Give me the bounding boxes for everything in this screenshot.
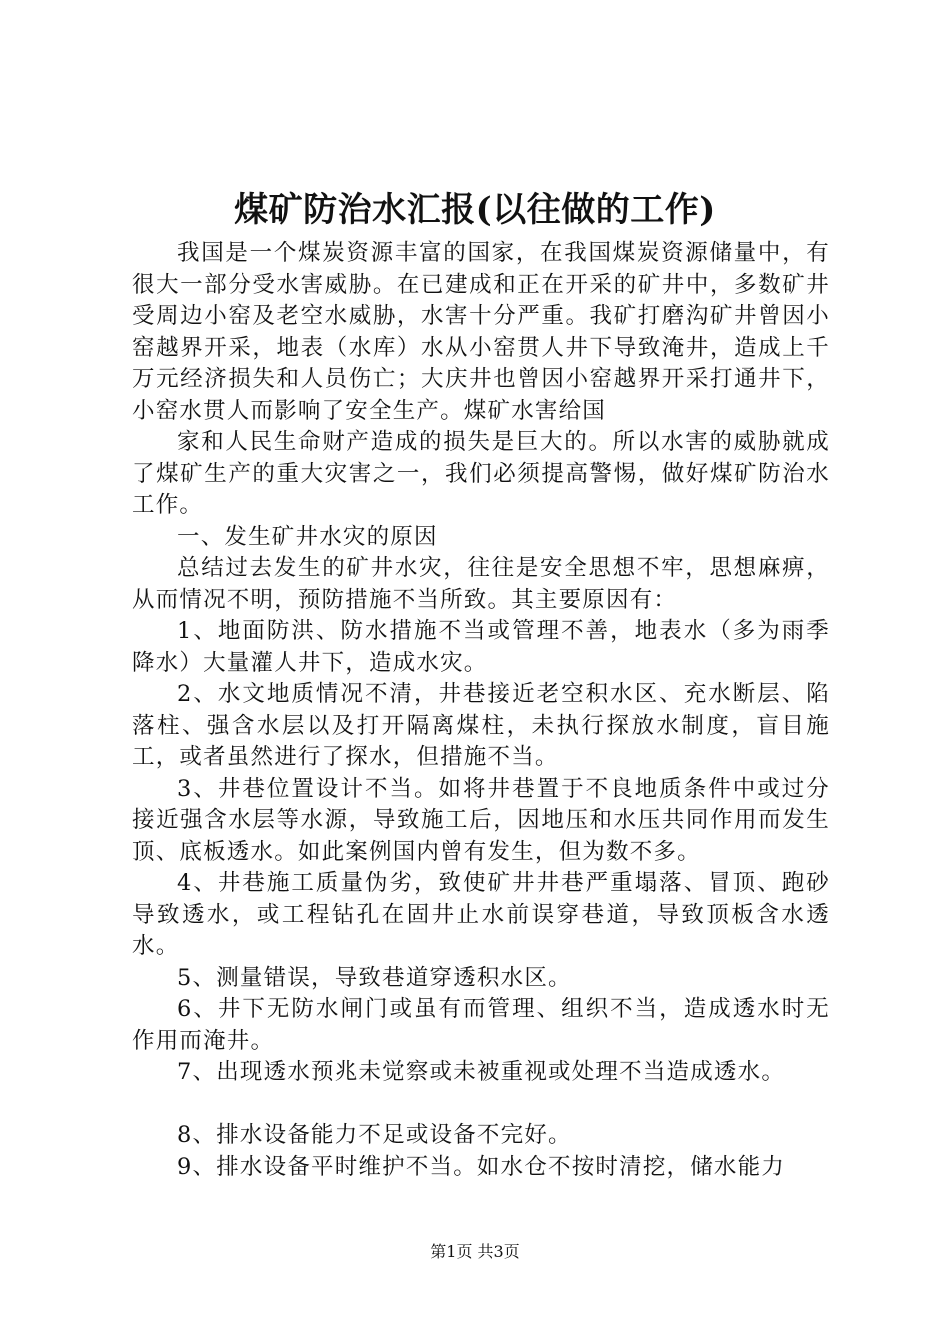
blank-line (132, 1089, 830, 1121)
list-item: 2、水文地质情况不清，井巷接近老空积水区、充水断层、陷落柱、强含水层以及打开隔离煤柱，未执行探放水制度，盲目施工，或者虽然进行了探水，但措施不当。 (132, 681, 830, 770)
paragraph: 总结过去发生的矿井水灾，往往是安全思想不牢，思想麻痹，从而情况不明，预防措施不当所致。其主要原因有： (132, 555, 830, 613)
document-body (132, 238, 830, 1183)
paragraph: 我国是一个煤炭资源丰富的国家，在我国煤炭资源储量中，有很大一部分受水害威胁。在已建成和正在开采的矿井中，多数矿井受周边小窑及老空水威胁，水害十分严重。我矿打磨沟矿井曾因小窑越界开采，地表（水库）水从小窑贯人井下导致淹井，造成上千万元经济损失和人员伤亡；大庆井也曾因小窑越界开采打通井下，小窑水贯人而影响了安全生产。煤矿水害给国 (132, 240, 830, 424)
list-item: 8、排水设备能力不足或设备不完好。 (177, 1122, 572, 1148)
list-item: 9、排水设备平时维护不当。如水仓不按时清挖，储水能力 (177, 1153, 786, 1180)
list-item: 5、测量错误，导致巷道穿透积水区。 (177, 964, 572, 991)
document-title: 煤矿防治水汇报(以往做的工作) (234, 190, 716, 230)
list-item: 1、地面防洪、防水措施不当或管理不善，地表水（多为雨季降水）大量灌人井下，造成水灾。 (132, 618, 830, 676)
page-footer: 第1页 共3页 (430, 1242, 520, 1261)
list-item: 4、井巷施工质量伪劣，致使矿井井巷严重塌落、冒顶、跑砂导致透水，或工程钻孔在固井止水前误穿巷道，导致顶板含水透水。 (132, 870, 830, 959)
list-item: 3、井巷位置设计不当。如将井巷置于不良地质条件中或过分接近强含水层等水源，导致施工后，因地压和水压共同作用而发生顶、底板透水。如此案例国内曾有发生，但为数不多。 (132, 775, 830, 865)
list-item: 7、出现透水预兆未觉察或未被重视或处理不当造成透水。 (177, 1059, 786, 1085)
list-item: 6、井下无防水闸门或虽有而管理、组织不当，造成透水时无作用而淹井。 (132, 996, 830, 1054)
paragraph: 家和人民生命财产造成的损失是巨大的。所以水害的威胁就成了煤矿生产的重大灾害之一，我们必须提高警惕，做好煤矿防治水工作。 (132, 429, 830, 518)
section-heading: 一、发生矿井水灾的原因 (177, 523, 438, 550)
